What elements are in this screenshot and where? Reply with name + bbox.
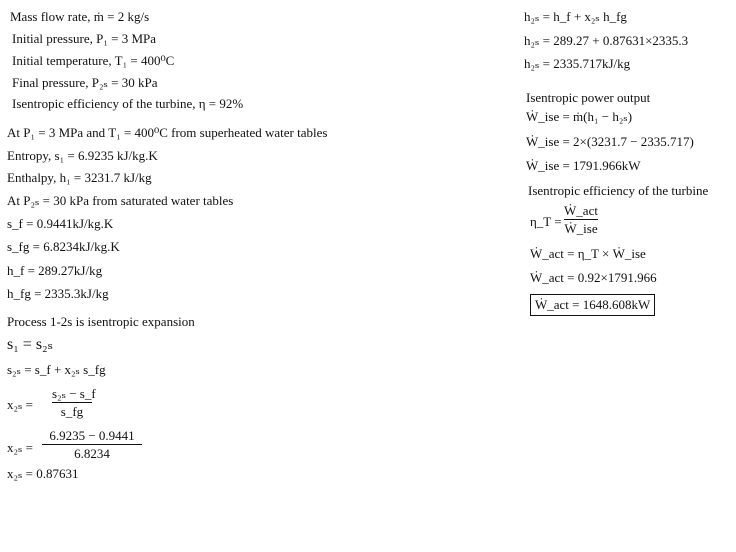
sf-line: s_f = 0.9441kJ/kg.K	[7, 216, 114, 231]
wact-equation: Ẇ_act = η_T × Ẇ_ise	[530, 246, 646, 261]
hf-line: h_f = 289.27kJ/kg	[7, 263, 103, 278]
efficiency-heading: Isentropic efficiency of the turbine	[528, 183, 709, 198]
wise-equation: Ẇ_ise = ṁ(h₁ − h₂ₛ)	[526, 109, 633, 124]
x2s-fraction-numeric	[42, 428, 142, 461]
wact-final-result-box: Ẇ_act = 1648.608kW	[530, 294, 655, 316]
process-heading: Process 1-2s is isentropic expansion	[7, 314, 195, 329]
enthalpy-line: Enthalpy, h₁ = 3231.7 kJ/kg	[7, 170, 152, 185]
x2s-lhs-symbolic: x₂ₛ =	[7, 397, 33, 412]
eta-denominator: Ẇ_ise	[564, 221, 598, 236]
entropy-line: Entropy, s₁ = 6.9235 kJ/kg.K	[7, 148, 158, 163]
given-final-pressure: Final pressure, P₂ₛ = 30 kPa	[12, 75, 158, 90]
saturated-heading: At P₂ₛ = 30 kPa from saturated water tables	[7, 193, 234, 208]
given-initial-pressure: Initial pressure, P₁ = 3 MPa	[12, 31, 157, 46]
wise-substitution: Ẇ_ise = 2×(3231.7 − 2335.717)	[526, 134, 694, 149]
x2s-numerator-numeric: 6.9235 − 0.9441	[49, 428, 135, 443]
superheated-heading: At P₁ = 3 MPa and T₁ = 400⁰C from superheated water tables	[7, 125, 328, 140]
h2s-equation: h₂ₛ = h_f + x₂ₛ h_fg	[524, 9, 627, 24]
h2s-result: h₂ₛ = 2335.717kJ/kg	[524, 56, 631, 71]
power-heading: Isentropic power output	[526, 90, 651, 105]
fraction-bar	[52, 402, 92, 403]
eta-lhs: η_T =	[530, 214, 562, 229]
x2s-lhs-numeric: x₂ₛ =	[7, 440, 33, 455]
fraction-bar	[564, 219, 598, 220]
sfg-line: s_fg = 6.8234kJ/kg.K	[7, 239, 120, 254]
wise-result: Ẇ_ise = 1791.966kW	[526, 158, 641, 173]
given-efficiency: Isentropic efficiency of the turbine, η = 92%	[12, 96, 244, 111]
s1-equals-s2s: s₁ = s₂ₛ	[7, 336, 54, 353]
fraction-bar	[42, 444, 142, 445]
h2s-substitution: h₂ₛ = 289.27 + 0.87631×2335.3	[524, 33, 689, 48]
wact-substitution: Ẇ_act = 0.92×1791.966	[530, 270, 657, 285]
x2s-denominator-symbolic: s_fg	[60, 404, 84, 419]
x2s-fraction-symbolic	[52, 386, 96, 419]
x2s-result: x₂ₛ = 0.87631	[7, 466, 79, 481]
given-initial-temperature: Initial temperature, T₁ = 400⁰C	[12, 53, 175, 68]
eta-fraction	[564, 203, 598, 236]
x2s-denominator-numeric: 6.8234	[74, 446, 110, 461]
eta-numerator: Ẇ_act	[564, 203, 598, 218]
given-mass-flow: Mass flow rate, ṁ = 2 kg/s	[10, 9, 150, 24]
s2s-equation: s₂ₛ = s_f + x₂ₛ s_fg	[7, 362, 106, 377]
hfg-line: h_fg = 2335.3kJ/kg	[7, 286, 109, 301]
x2s-numerator-symbolic: s₂ₛ − s_f	[52, 386, 96, 401]
